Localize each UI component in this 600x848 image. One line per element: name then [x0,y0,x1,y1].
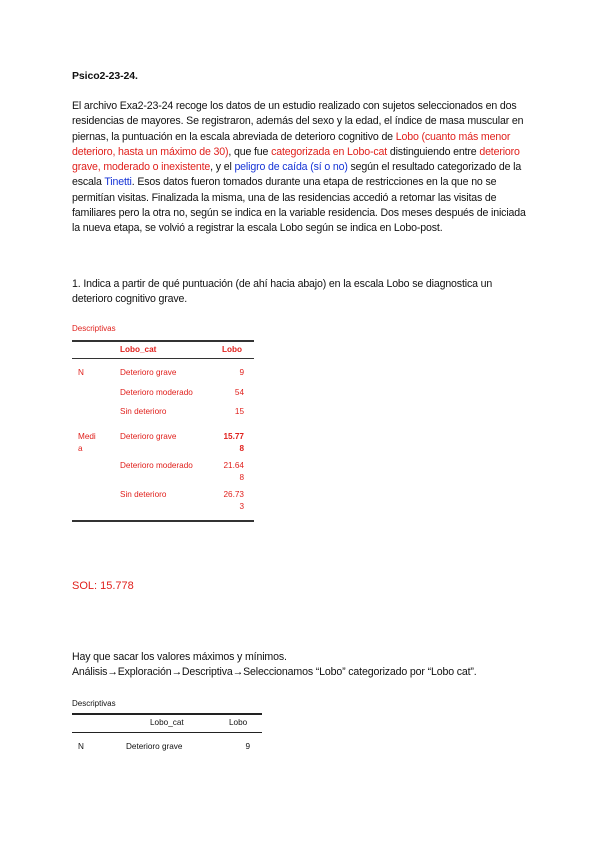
table1-header-lobo: Lobo [222,345,243,354]
table1-row-val-cont: 8 [239,473,244,482]
table1-media-label-cont: a [78,444,83,453]
intro-text-4: , y el [210,161,235,174]
intro-text-1: El archivo Exa2-23-24 recoge los datos de un estudio realizado con sujetos seleccionados en dos residencias de mayores. Se registraron, además del sexo y la edad, el índice de masa muscular en piernas, la puntuación en la escala abreviada de deterioro cognitivo de [72,100,524,143]
table1-caption: Descriptivas [72,324,116,333]
table1-row-cat: Deterioro grave [120,368,177,377]
table1-row-val: 26.73 [223,490,244,499]
intro-paragraph [72,99,532,237]
table1-top-rule [72,340,254,342]
intro-text-3: distinguiendo entre [387,145,480,158]
table1-header-lobo-cat: Lobo_cat [120,345,157,354]
table1-media-label: Medi [78,432,96,441]
table1-header-rule [72,358,254,359]
explanation-line-1: Hay que sacar los valores máximos y mínimos. [72,651,287,663]
question-1: 1. Indica a partir de qué puntuación (de ahí hacia abajo) en la escala Lobo se diagnostica un deterioro cognitivo grave. [72,278,493,306]
table1-row-cat: Sin deterioro [120,407,167,416]
table1-row-cat: Deterioro grave [120,432,177,441]
table1-n-label: N [78,368,84,377]
table1-row-val: 9 [239,368,244,377]
solution-text: SOL: 15.778 [72,580,134,592]
table1-row-val-cont: 3 [239,502,244,511]
table2-top-rule [72,713,262,715]
intro-text-2: , que fue [228,145,272,158]
descriptives-table-2 [72,712,262,758]
explanation-line-2: Análisis→Exploración→Descriptiva→Seleccionamos “Lobo” categorizado por “Lobo cat”. [72,666,477,679]
categorizada-highlight: categorizada en Lobo-cat [271,145,388,158]
document-title: Psico2-23-24. [72,70,138,82]
table2-caption: Descriptivas [72,699,116,708]
table1-row-cat: Deterioro moderado [120,461,193,470]
table2-header-lobo-cat: Lobo_cat [150,718,184,727]
table1-row-cat: Sin deterioro [120,490,167,499]
table1-row-val: 21.64 [223,461,244,470]
table1-bottom-rule [72,520,254,522]
table1-row-cat: Deterioro moderado [120,388,193,397]
table1-row-val: 54 [234,388,244,397]
explanation [72,650,542,681]
lobo-highlight: Lobo (cuanto más menor deterioro, hasta un máximo de 30) [72,130,511,158]
table2-row-cat: Deterioro grave [126,742,183,751]
descriptives-table-1 [72,340,254,526]
table1-row-val-cont: 8 [239,444,244,453]
table2-header-lobo: Lobo [229,718,248,727]
niveles-highlight: deterioro grave, moderado o inexistente [72,145,520,174]
table2-row-val: 9 [245,742,250,751]
table1-row-val: 15.77 [223,432,244,441]
intro-text-5: según el resultado categorizado de la escala [72,161,522,189]
peligro-highlight: peligro de caída (sí o no) [234,161,348,174]
table2-n-label: N [78,742,84,751]
table2-header-rule [72,732,262,733]
intro-text-6: . Esos datos fueron tomados durante una etapa de restricciones en la que no se permitían visitas. Finalizada la misma, una de las residencias accedió a retomar las visitas de familiares pero la otra no, según se indica en la variable residencia. Dos meses después de iniciada la nueva etapa, se volvió a registrar la escala Lobo según se indica en Lobo-post. [72,176,526,235]
tinetti-highlight: Tinetti [104,176,132,189]
table1-row-val: 15 [234,407,244,416]
